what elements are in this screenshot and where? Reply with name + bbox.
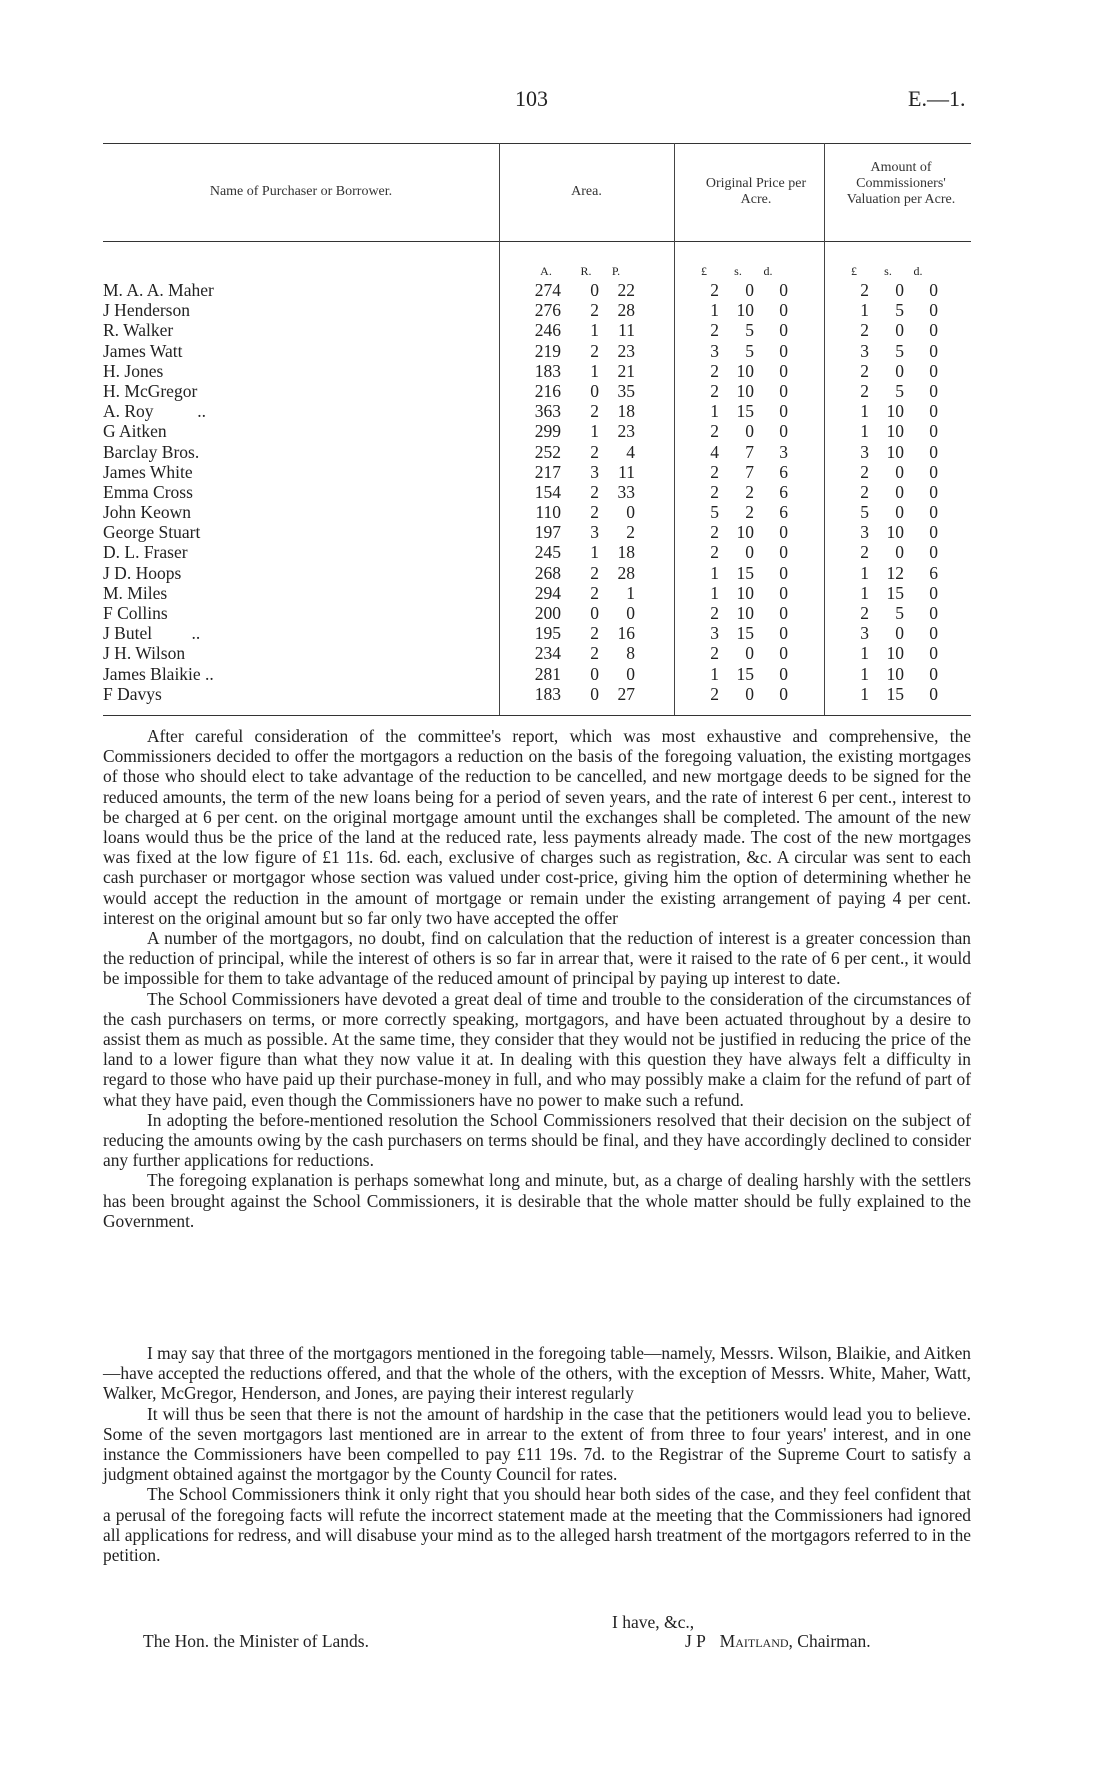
- cell-price-shillings: 5: [745, 320, 754, 341]
- cell-price-pounds: 1: [710, 300, 719, 321]
- cell-valuation-shillings: 15: [886, 683, 904, 704]
- cell-price-pence: 0: [779, 663, 788, 684]
- cell-acres: 274: [534, 280, 561, 300]
- cell-roods: 2: [590, 340, 599, 361]
- cell-price-pence: 0: [779, 300, 788, 321]
- cell-acres: 363: [534, 401, 561, 422]
- cell-acres: 234: [534, 643, 561, 664]
- cell-roods: 2: [590, 401, 599, 422]
- unit-pounds: £: [851, 264, 857, 278]
- table-row: [103, 300, 971, 320]
- purchaser-name: G Aitken: [103, 421, 167, 442]
- cell-price-pounds: 2: [710, 380, 719, 401]
- cell-acres: 281: [534, 663, 561, 684]
- cell-valuation-pence: 0: [929, 603, 938, 623]
- cell-valuation-pounds: 2: [860, 280, 869, 300]
- unit-pence: d.: [913, 264, 923, 278]
- unit-pence: d.: [763, 264, 773, 278]
- cell-price-shillings: 5: [745, 340, 754, 361]
- valuation-table: [103, 140, 971, 720]
- cell-price-shillings: 0: [745, 643, 754, 664]
- table-row: [103, 542, 971, 562]
- cell-roods: 1: [590, 360, 599, 381]
- table-row: [103, 462, 971, 482]
- purchaser-name: A. Roy ..: [103, 401, 207, 422]
- table-top-rule: [103, 143, 971, 144]
- table-row: [103, 381, 971, 401]
- cell-acres: 219: [534, 340, 561, 361]
- cell-price-pounds: 1: [710, 401, 719, 422]
- cell-price-pounds: 2: [710, 643, 719, 664]
- cell-valuation-pence: 0: [929, 623, 938, 644]
- cell-valuation-pence: 0: [929, 502, 938, 523]
- cell-valuation-pounds: 1: [860, 683, 869, 704]
- cell-acres: 197: [534, 522, 561, 543]
- unit-shillings: s.: [734, 264, 742, 278]
- cell-valuation-pence: 0: [929, 421, 938, 442]
- paragraph: A number of the mortgagors, no doubt, find on calculation that the reduction of interest is a greater concession than the reduction of principal, while the interest of others is so far in arrear that, were it raised to the rate of 6 per cent., it would be impossible for them to take advantage of the reduced amount of principal by paying up interest to date.: [103, 928, 971, 989]
- cell-valuation-shillings: 0: [895, 542, 904, 563]
- cell-price-shillings: 7: [745, 441, 754, 462]
- cell-valuation-pounds: 1: [860, 421, 869, 442]
- header-bottom-rule: [103, 241, 971, 242]
- cell-acres: 183: [534, 683, 561, 704]
- cell-price-shillings: 7: [745, 461, 754, 482]
- cell-valuation-shillings: 15: [886, 582, 904, 603]
- cell-acres: 268: [534, 562, 561, 583]
- cell-price-pounds: 1: [710, 582, 719, 603]
- purchaser-name: D. L. Fraser: [103, 542, 188, 563]
- cell-valuation-pounds: 3: [860, 522, 869, 543]
- cell-perches: 18: [617, 542, 635, 563]
- cell-price-shillings: 10: [736, 522, 754, 543]
- header-name: Name of Purchaser or Borrower.: [209, 184, 393, 199]
- paragraph: The School Commissioners think it only right that you should hear both sides of the case, and they feel confident that a perusal of the foregoing facts will refute the incorrect statement made at the meeting that the Commissioners had ignored all applications for redress, and will disabuse your mind as to the alleged harsh treatment of the mortgagors referred to in the petition.: [103, 1484, 971, 1566]
- purchaser-name: R. Walker: [103, 320, 174, 341]
- cell-perches: 8: [626, 643, 635, 664]
- cell-price-pounds: 2: [710, 542, 719, 563]
- cell-valuation-pounds: 1: [860, 562, 869, 583]
- table-bottom-rule: [103, 715, 971, 716]
- table-row: [103, 643, 971, 663]
- cell-price-pence: 6: [779, 502, 788, 523]
- purchaser-name: J H. Wilson: [103, 643, 186, 664]
- cell-perches: 16: [617, 623, 635, 644]
- table-row: [103, 442, 971, 462]
- cell-perches: 21: [617, 360, 635, 381]
- cell-price-pounds: 2: [710, 603, 719, 623]
- cell-price-pence: 0: [779, 562, 788, 583]
- cell-valuation-shillings: 5: [895, 380, 904, 401]
- cell-valuation-pence: 0: [929, 360, 938, 381]
- cell-perches: 11: [618, 320, 635, 341]
- table-row: [103, 623, 971, 643]
- cell-price-shillings: 10: [736, 582, 754, 603]
- cell-valuation-shillings: 0: [895, 623, 904, 644]
- cell-price-pence: 3: [779, 441, 788, 462]
- cell-acres: 299: [534, 421, 561, 442]
- cell-valuation-pence: 0: [929, 643, 938, 664]
- cell-roods: 2: [590, 582, 599, 603]
- cell-valuation-shillings: 10: [886, 663, 904, 684]
- cell-price-shillings: 0: [745, 683, 754, 704]
- cell-price-pounds: 2: [710, 461, 719, 482]
- cell-perches: 1: [626, 582, 635, 603]
- cell-price-shillings: 10: [736, 300, 754, 321]
- cell-valuation-pounds: 2: [860, 481, 869, 502]
- purchaser-name: Emma Cross: [103, 481, 193, 502]
- cell-valuation-shillings: 0: [895, 481, 904, 502]
- table-row: [103, 563, 971, 583]
- table-row: [103, 361, 971, 381]
- body-text-section-1: [103, 726, 971, 1231]
- cell-valuation-pounds: 3: [860, 623, 869, 644]
- cell-price-shillings: 0: [745, 421, 754, 442]
- table-body: [103, 280, 971, 704]
- cell-valuation-pence: 0: [929, 542, 938, 563]
- cell-price-pence: 0: [779, 643, 788, 664]
- cell-valuation-pence: 0: [929, 320, 938, 341]
- table-row: [103, 341, 971, 361]
- cell-valuation-pounds: 2: [860, 542, 869, 563]
- cell-perches: 35: [617, 380, 635, 401]
- cell-valuation-pence: 0: [929, 461, 938, 482]
- cell-price-shillings: 0: [745, 280, 754, 300]
- cell-valuation-shillings: 5: [895, 300, 904, 321]
- cell-price-shillings: 10: [736, 360, 754, 381]
- cell-price-pounds: 2: [710, 421, 719, 442]
- cell-price-pounds: 3: [710, 623, 719, 644]
- purchaser-name: F Collins: [103, 603, 168, 623]
- cell-price-pence: 0: [779, 542, 788, 563]
- cell-roods: 2: [590, 481, 599, 502]
- unit-perches: P.: [611, 264, 621, 278]
- cell-price-pounds: 2: [710, 481, 719, 502]
- paragraph: I may say that three of the mortgagors mentioned in the foregoing table—namely, Messrs. Wilson, Blaikie, and Aitken—have accepted the reductions offered, and that the whole of the others, with the exception of Messrs. White, Maher, Watt, Walker, McGregor, Henderson, and Jones, are paying their interest regularly: [103, 1343, 971, 1404]
- cell-acres: 183: [534, 360, 561, 381]
- cell-valuation-pence: 6: [929, 562, 938, 583]
- cell-valuation-shillings: 10: [886, 522, 904, 543]
- purchaser-name: J D. Hoops: [103, 562, 182, 583]
- cell-valuation-pence: 0: [929, 280, 938, 300]
- cell-price-pounds: 2: [710, 360, 719, 381]
- cell-valuation-pence: 0: [929, 481, 938, 502]
- cell-valuation-pounds: 3: [860, 441, 869, 462]
- cell-price-shillings: 2: [745, 502, 754, 523]
- cell-price-shillings: 0: [745, 542, 754, 563]
- cell-valuation-pence: 0: [929, 582, 938, 603]
- cell-price-pence: 0: [779, 340, 788, 361]
- cell-valuation-shillings: 0: [895, 360, 904, 381]
- cell-price-shillings: 15: [736, 562, 754, 583]
- cell-roods: 0: [590, 380, 599, 401]
- cell-price-pence: 6: [779, 461, 788, 482]
- table-row: [103, 583, 971, 603]
- purchaser-name: J Henderson: [103, 300, 190, 321]
- cell-price-pence: 0: [779, 320, 788, 341]
- cell-valuation-pounds: 1: [860, 582, 869, 603]
- cell-roods: 2: [590, 300, 599, 321]
- cell-valuation-pounds: 3: [860, 340, 869, 361]
- paragraph: It will thus be seen that there is not the amount of hardship in the case that the petitioners would lead you to believe. Some of the seven mortgagors last mentioned are in arrear to the extent of from three to four years' interest, and in one instance the Commissioners have been compelled to pay £11 19s. 7d. to the Registrar of the Supreme Court to satisfy a judgment obtained against the mortgagor by the County Council for rates.: [103, 1403, 971, 1485]
- cell-price-pence: 0: [779, 360, 788, 381]
- cell-price-pounds: 1: [710, 663, 719, 684]
- cell-perches: 33: [617, 481, 635, 502]
- cell-price-pence: 0: [779, 623, 788, 644]
- unit-roods: R.: [580, 264, 592, 278]
- cell-roods: 2: [590, 502, 599, 523]
- signatory-name: Maitland: [719, 1631, 789, 1651]
- cell-roods: 0: [590, 603, 599, 623]
- page-reference: E.—1.: [908, 86, 966, 111]
- cell-price-pounds: 2: [710, 522, 719, 543]
- cell-valuation-pounds: 2: [860, 461, 869, 482]
- table-row: [103, 502, 971, 522]
- cell-valuation-shillings: 0: [895, 320, 904, 341]
- cell-roods: 2: [590, 623, 599, 644]
- purchaser-name: M. A. A. Maher: [103, 280, 214, 300]
- unit-acres: A.: [540, 264, 552, 278]
- cell-perches: 28: [617, 562, 635, 583]
- paragraph: After careful consideration of the committee's report, which was most exhaustive and comprehensive, the Commissioners decided to offer the mortgagors a reduction on the basis of the foregoing valuation, the existing mortgages of those who should elect to take advantage of the reduction to be cancelled, and new mortgage deeds to be signed for the reduced amounts, the term of the new loans being for a period of seven years, and the rate of interest 6 per cent., interest to be charged at 6 per cent. on the original mortgage amount until the exchanges shall be completed. The amount of the new loans would thus be the price of the land at the reduced rate, less payments already made. The cost of the new mortgages was fixed at the low figure of £1 11s. 6d. each, exclusive of charges such as registration, &c. A circular was sent to each cash purchaser or mortgagor whose section was valued under cost-price, giving him the option of determining whether he would accept the reduction in the amount of mortgage or remain under the existing arrangement of paying 4 per cent. interest on the original amount but so far only two have accepted the offer: [103, 726, 971, 928]
- cell-valuation-pence: 0: [929, 663, 938, 684]
- cell-acres: 195: [534, 623, 561, 644]
- cell-valuation-pence: 0: [929, 401, 938, 422]
- cell-price-pence: 0: [779, 380, 788, 401]
- table-row: [103, 522, 971, 542]
- cell-valuation-shillings: 12: [886, 562, 904, 583]
- signatory-initials: J P: [685, 1631, 706, 1651]
- cell-valuation-pounds: 1: [860, 401, 869, 422]
- unit-pounds: £: [701, 264, 707, 278]
- cell-valuation-pounds: 2: [860, 360, 869, 381]
- cell-perches: 0: [626, 502, 635, 523]
- cell-valuation-shillings: 0: [895, 280, 904, 300]
- table-row: [103, 421, 971, 441]
- cell-price-shillings: 15: [736, 663, 754, 684]
- cell-valuation-pounds: 2: [860, 603, 869, 623]
- purchaser-name: George Stuart: [103, 522, 201, 543]
- cell-valuation-pounds: 1: [860, 663, 869, 684]
- purchaser-name: H. McGregor: [103, 380, 198, 401]
- purchaser-name: James White: [103, 461, 193, 482]
- paragraph: In adopting the before-mentioned resolution the School Commissioners resolved that their decision on the subject of reducing the amounts owing by the cash purchasers on terms should be final, and they have accordingly declined to consider any further applications for reductions.: [103, 1109, 971, 1171]
- table-row: [103, 320, 971, 340]
- cell-acres: 245: [534, 542, 561, 563]
- cell-price-pounds: 1: [710, 562, 719, 583]
- cell-valuation-pence: 0: [929, 380, 938, 401]
- cell-price-pence: 0: [779, 280, 788, 300]
- cell-acres: 216: [534, 380, 561, 401]
- cell-valuation-shillings: 5: [895, 340, 904, 361]
- cell-perches: 0: [626, 663, 635, 684]
- cell-valuation-pence: 0: [929, 441, 938, 462]
- purchaser-name: John Keown: [103, 502, 191, 523]
- signatory-title: , Chairman.: [788, 1631, 871, 1651]
- cell-valuation-shillings: 10: [886, 643, 904, 664]
- cell-perches: 27: [617, 683, 635, 704]
- cell-valuation-pounds: 1: [860, 300, 869, 321]
- cell-acres: 217: [534, 461, 561, 482]
- purchaser-name: J Butel ..: [103, 623, 201, 644]
- table-row: [103, 664, 971, 684]
- purchaser-name: F Davys: [103, 683, 162, 704]
- purchaser-name: James Blaikie ..: [103, 663, 214, 684]
- unit-shillings: s.: [884, 264, 892, 278]
- cell-perches: 18: [617, 401, 635, 422]
- purchaser-name: M. Miles: [103, 582, 168, 603]
- cell-price-pence: 0: [779, 582, 788, 603]
- purchaser-name: James Watt: [103, 340, 183, 361]
- cell-valuation-pence: 0: [929, 300, 938, 321]
- table-row: [103, 280, 971, 300]
- salutation: I have, &c.,: [612, 1612, 695, 1632]
- cell-acres: 200: [534, 603, 561, 623]
- cell-valuation-shillings: 10: [886, 421, 904, 442]
- cell-perches: 2: [626, 522, 635, 543]
- cell-price-pence: 0: [779, 603, 788, 623]
- cell-acres: 294: [534, 582, 561, 603]
- cell-roods: 1: [590, 320, 599, 341]
- cell-perches: 0: [626, 603, 635, 623]
- cell-price-pounds: 2: [710, 683, 719, 704]
- header-area: Area.: [571, 184, 602, 199]
- table-row: [103, 401, 971, 421]
- cell-roods: 2: [590, 441, 599, 462]
- header-original-price: Original Price per Acre.: [705, 176, 807, 207]
- page-number: 103: [515, 86, 548, 111]
- cell-price-pence: 0: [779, 421, 788, 442]
- cell-roods: 0: [590, 280, 599, 300]
- cell-price-shillings: 15: [736, 623, 754, 644]
- cell-acres: 252: [534, 441, 561, 462]
- cell-price-pence: 0: [779, 522, 788, 543]
- cell-price-shillings: 2: [745, 481, 754, 502]
- cell-valuation-shillings: 0: [895, 502, 904, 523]
- cell-price-shillings: 15: [736, 401, 754, 422]
- cell-valuation-pence: 0: [929, 522, 938, 543]
- cell-price-pounds: 3: [710, 340, 719, 361]
- cell-perches: 22: [617, 280, 635, 300]
- purchaser-name: H. Jones: [103, 360, 164, 381]
- cell-price-pounds: 2: [710, 280, 719, 300]
- paragraph: The School Commissioners have devoted a great deal of time and trouble to the consideration of the circumstances of the cash purchasers on terms, or more correctly speaking, mortgagors, and have been actuated throughout by a desire to assist them as much as possible. At the same time, they consider that they would not be justified in reducing the price of the land to a lower figure than what they now value it at. In dealing with this question they have always felt a difficulty in regard to those who have paid up their purchase-money in full, and who may possibly make a claim for the refund of part of what they have paid, even though the Commissioners have no power to make such a refund.: [103, 988, 971, 1110]
- cell-price-pounds: 2: [710, 320, 719, 341]
- cell-valuation-shillings: 5: [895, 603, 904, 623]
- cell-perches: 11: [618, 461, 635, 482]
- cell-roods: 3: [590, 461, 599, 482]
- signature: [685, 1631, 871, 1652]
- cell-roods: 2: [590, 562, 599, 583]
- cell-roods: 3: [590, 522, 599, 543]
- cell-roods: 0: [590, 663, 599, 684]
- cell-roods: 1: [590, 542, 599, 563]
- cell-valuation-pounds: 2: [860, 380, 869, 401]
- header-valuation: Amount of Commissioners' Valuation per Acre.: [846, 160, 956, 207]
- cell-acres: 154: [534, 481, 561, 502]
- cell-roods: 1: [590, 421, 599, 442]
- cell-price-shillings: 10: [736, 380, 754, 401]
- addressee: The Hon. the Minister of Lands.: [143, 1631, 369, 1651]
- cell-price-pounds: 4: [710, 441, 719, 462]
- cell-roods: 2: [590, 643, 599, 664]
- cell-price-pounds: 5: [710, 502, 719, 523]
- cell-perches: 4: [626, 441, 635, 462]
- table-row: [103, 482, 971, 502]
- body-text-section-2: [103, 1343, 971, 1565]
- cell-acres: 246: [534, 320, 561, 341]
- cell-valuation-pounds: 2: [860, 320, 869, 341]
- cell-price-shillings: 10: [736, 603, 754, 623]
- cell-valuation-shillings: 0: [895, 461, 904, 482]
- cell-price-pence: 6: [779, 481, 788, 502]
- paragraph: The foregoing explanation is perhaps somewhat long and minute, but, as a charge of dealing harshly with the settlers has been brought against the School Commissioners, it is desirable that the whole matter should be fully explained to the Government.: [103, 1170, 971, 1231]
- cell-price-pence: 0: [779, 401, 788, 422]
- cell-valuation-pence: 0: [929, 683, 938, 704]
- cell-valuation-shillings: 10: [886, 441, 904, 462]
- cell-perches: 23: [617, 421, 635, 442]
- table-row: [103, 684, 971, 704]
- purchaser-name: Barclay Bros.: [103, 441, 200, 462]
- cell-perches: 23: [617, 340, 635, 361]
- cell-valuation-pounds: 5: [860, 502, 869, 523]
- cell-roods: 0: [590, 683, 599, 704]
- cell-valuation-pence: 0: [929, 340, 938, 361]
- cell-perches: 28: [617, 300, 635, 321]
- cell-price-pence: 0: [779, 683, 788, 704]
- cell-valuation-shillings: 10: [886, 401, 904, 422]
- cell-valuation-pounds: 1: [860, 643, 869, 664]
- cell-acres: 276: [534, 300, 561, 321]
- cell-acres: 110: [535, 502, 561, 523]
- table-row: [103, 603, 971, 623]
